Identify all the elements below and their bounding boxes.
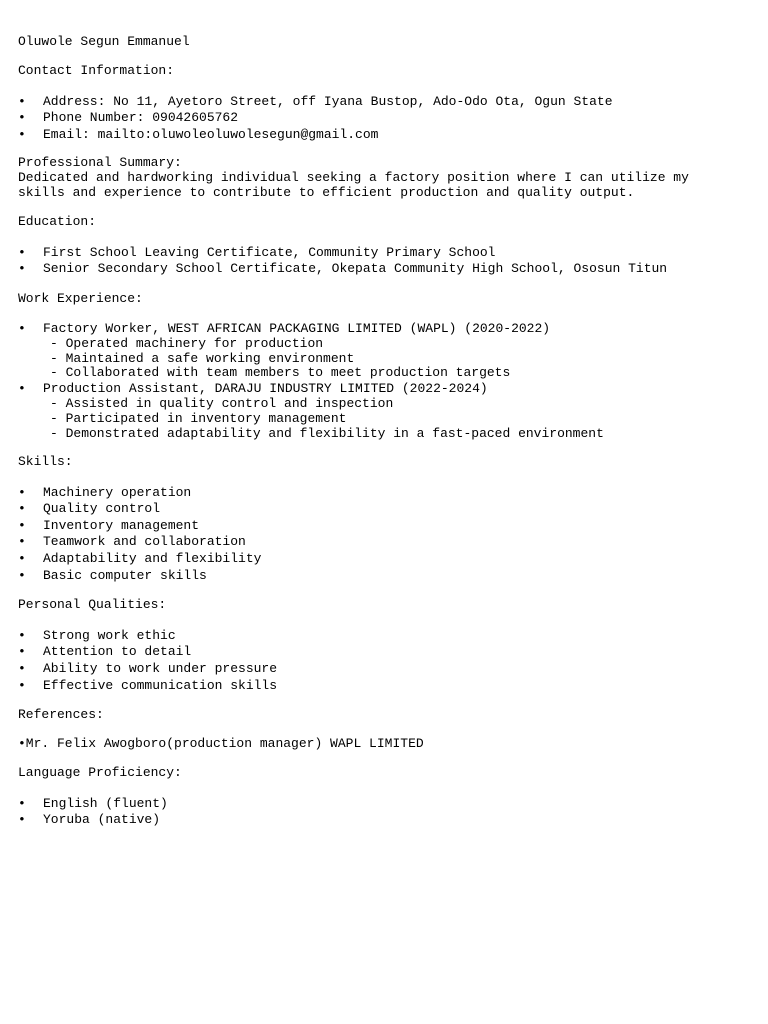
bullet: •: [18, 812, 26, 827]
quality-item: Effective communication skills: [43, 678, 278, 693]
quality-item: Ability to work under pressure: [43, 661, 278, 676]
language-item: English (fluent): [43, 796, 168, 811]
bullet: •: [18, 568, 26, 583]
quality-item: Strong work ethic: [43, 628, 176, 643]
job-duty: - Collaborated with team members to meet production targets: [50, 365, 511, 380]
bullet: •: [18, 110, 26, 125]
bullet: •: [18, 661, 26, 676]
bullet: •: [18, 628, 26, 643]
references-heading: References:: [18, 707, 104, 722]
bullet: •: [18, 261, 26, 276]
skill-item: Basic computer skills: [43, 568, 207, 583]
contact-address: Address: No 11, Ayetoro Street, off Iyana Bustop, Ado-Odo Ota, Ogun State: [43, 94, 613, 109]
bullet: •: [18, 518, 26, 533]
job-duty: - Demonstrated adaptability and flexibility in a fast-paced environment: [50, 426, 604, 441]
bullet: •: [18, 381, 26, 396]
resume-name: Oluwole Segun Emmanuel: [18, 34, 190, 49]
summary-line: Dedicated and hardworking individual seeking a factory position where I can utilize my: [18, 170, 689, 185]
contact-phone: Phone Number: 09042605762: [43, 110, 239, 125]
bullet: •: [18, 245, 26, 260]
language-item: Yoruba (native): [43, 812, 161, 827]
reference-item: •Mr. Felix Awogboro(production manager) WAPL LIMITED: [18, 736, 424, 751]
bullet: •: [18, 534, 26, 549]
bullet: •: [18, 127, 26, 142]
contact-heading: Contact Information:: [18, 63, 175, 78]
bullet: •: [18, 501, 26, 516]
skill-item: Quality control: [43, 501, 161, 516]
job-duty: - Participated in inventory management: [50, 411, 347, 426]
skill-item: Teamwork and collaboration: [43, 534, 246, 549]
bullet: •: [18, 321, 26, 336]
bullet: •: [18, 796, 26, 811]
languages-heading: Language Proficiency:: [18, 765, 182, 780]
summary-heading: Professional Summary:: [18, 155, 182, 170]
qualities-heading: Personal Qualities:: [18, 597, 167, 612]
education-item: Senior Secondary School Certificate, Okepata Community High School, Ososun Titun: [43, 261, 668, 276]
work-heading: Work Experience:: [18, 291, 143, 306]
job-title: Production Assistant, DARAJU INDUSTRY LIMITED (2022-2024): [43, 381, 488, 396]
education-item: First School Leaving Certificate, Community Primary School: [43, 245, 496, 260]
job-title: Factory Worker, WEST AFRICAN PACKAGING LIMITED (WAPL) (2020-2022): [43, 321, 551, 336]
job-duty: - Assisted in quality control and inspection: [50, 396, 394, 411]
quality-item: Attention to detail: [43, 644, 192, 659]
skill-item: Adaptability and flexibility: [43, 551, 262, 566]
bullet: •: [18, 94, 26, 109]
bullet: •: [18, 485, 26, 500]
skill-item: Inventory management: [43, 518, 200, 533]
skills-heading: Skills:: [18, 454, 73, 469]
skill-item: Machinery operation: [43, 485, 192, 500]
job-duty: - Operated machinery for production: [50, 336, 324, 351]
contact-email: Email: mailto:oluwoleoluwolesegun@gmail.com: [43, 127, 379, 142]
bullet: •: [18, 551, 26, 566]
job-duty: - Maintained a safe working environment: [50, 351, 355, 366]
summary-line: skills and experience to contribute to efficient production and quality output.: [18, 185, 635, 200]
bullet: •: [18, 678, 26, 693]
bullet: •: [18, 644, 26, 659]
education-heading: Education:: [18, 214, 97, 229]
